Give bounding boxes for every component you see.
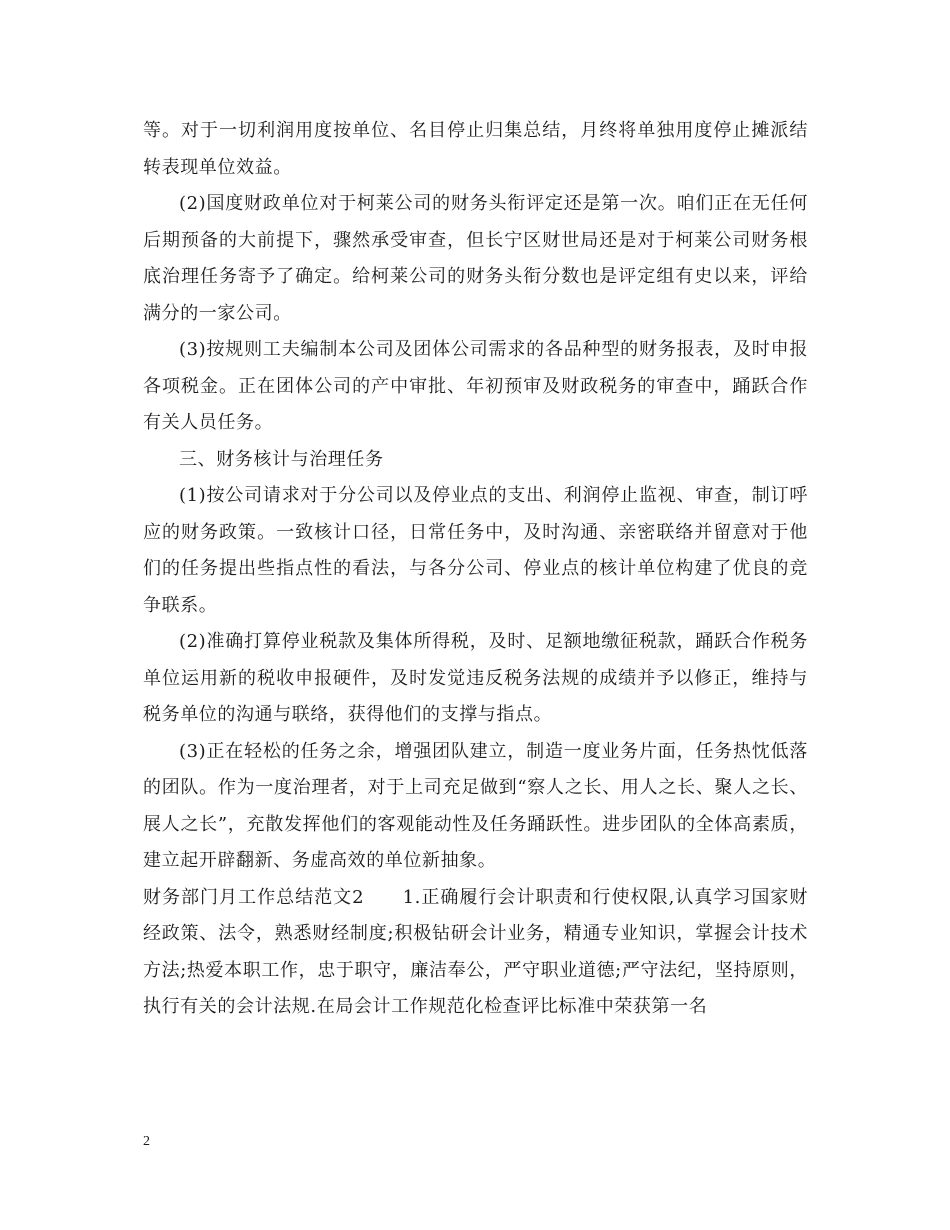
page-number: 2: [143, 1134, 150, 1149]
paragraph: (3)正在轻松的任务之余，增强团队建立，制造一度业务片面，任务热忱低落的团队。作为一度治理者，对于上司充足做到“察人之长、用人之长、聚人之长、展人之长”，充散发挥他们的客观能动性及任务踊跃性。进步团队的全体高素质，建立起开辟翻新、务虚高效的单位新抽象。: [143, 740, 808, 871]
paragraph: (2)国度财政单位对于柯莱公司的财务头衔评定还是第一次。咱们正在无任何后期预备的大前提下，骤然承受审查，但长宁区财世局还是对于柯莱公司财务根底治理任务寄予了确定。给柯莱公司的财务头衔分数也是评定组有史以来，评给满分的一家公司。: [143, 193, 808, 324]
paragraph: (3)按规则工夫编制本公司及团体公司需求的各品种型的财务报表，及时申报各项税金。正在团体公司的产中审批、年初预审及财政税务的审查中，踊跃合作有关人员任务。: [143, 339, 808, 433]
section-heading: 三、财务核计与治理任务: [179, 448, 384, 470]
paragraph: (2)准确打算停业税款及集体所得税，及时、足额地缴征税款，踊跃合作税务单位运用新的税收申报硬件，及时发觉违反税务法规的成绩并予以修正，维持与税务单位的沟通与联络，获得他们的支撑与指点。: [143, 631, 808, 725]
paragraph: 财务部门月工作总结范文2 1.正确履行会计职责和行使权限,认真学习国家财经政策、法令，熟悉财经制度;积极钻研会计业务，精通专业知识，掌握会计技术方法;热爱本职工作，忠于职守，廉洁奉公，严守职业道德;严守法纪，坚持原则，执行有关的会计法规.在局会计工作规范化检查评比标准中荣获第一名: [143, 886, 808, 1017]
document-body: [143, 113, 808, 1026]
paragraph: (1)按公司请求对于分公司以及停业点的支出、利润停止监视、审查，制订呼应的财务政策。一致核计口径，日常任务中，及时沟通、亲密联络并留意对于他们的任务提出些指点性的看法，与各分公司、停业点的核计单位构建了优良的竞争联系。: [143, 485, 808, 616]
paragraph: 等。对于一切利润用度按单位、名目停止归集总结，月终将单独用度停止摊派结转表现单位效益。: [143, 120, 808, 178]
